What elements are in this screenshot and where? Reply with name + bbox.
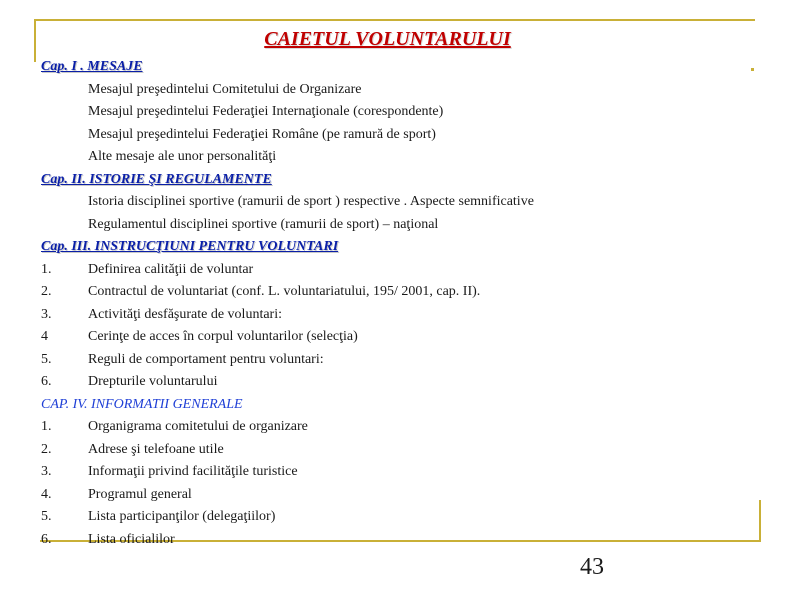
item-text: Mesajul preşedintelui Federaţiei Române (pe ramură de sport) (88, 126, 436, 142)
item-text: Mesajul preşedintelui Federaţiei Internaţionale (corespondente) (88, 104, 444, 119)
item-text: Contractul de voluntariat (conf. L. voluntariatului, 195/ 2001, cap. II). (88, 284, 481, 299)
chapter-heading: Cap. II. ISTORIE ŞI REGULAMENTE (41, 171, 272, 187)
item-text: Lista participanţilor (delegaţiilor) (88, 509, 276, 524)
page-number: 43 (580, 554, 604, 580)
item-text: Alte mesaje ale unor personalităţi (88, 149, 277, 164)
list-item (41, 124, 761, 147)
item-text: Programul general (88, 486, 192, 502)
item-number: 5. (41, 509, 52, 524)
list-item (41, 259, 761, 282)
list-item (41, 191, 761, 214)
item-text: Drepturile voluntarului (88, 374, 218, 389)
frame-top-line (34, 19, 755, 21)
item-number: 2. (41, 441, 52, 457)
item-text: Definirea calităţii de voluntar (88, 261, 254, 277)
item-text: Mesajul preşedintelui Comitetului de Organizare (88, 81, 362, 97)
item-text: Lista oficialilor (88, 531, 175, 547)
list-item (41, 461, 761, 484)
item-number: 4. (41, 486, 52, 502)
chapter-heading: Cap. I . MESAJE (41, 59, 143, 74)
chapter-heading: Cap. III. INSTRUCŢIUNI PENTRU VOLUNTARI (41, 239, 339, 254)
item-text: Cerinţe de acces în corpul voluntarilor (selecţia) (88, 329, 358, 344)
item-number: 3. (41, 306, 52, 322)
item-number: 5. (41, 351, 52, 367)
page-title: CAIETUL VOLUNTARULUI (264, 28, 511, 50)
list-item (41, 146, 761, 169)
list-item (41, 281, 761, 304)
list-item (41, 529, 761, 552)
list-item (41, 79, 761, 102)
chapter-heading: CAP. IV. INFORMATII GENERALE (41, 396, 243, 412)
item-number: 4 (41, 329, 48, 344)
item-number: 1. (41, 419, 52, 434)
chapter-list (41, 56, 761, 551)
item-text: Regulamentul disciplinei sportive (ramurii de sport) – naţional (88, 216, 439, 232)
list-item (41, 349, 761, 372)
item-text: Adrese şi telefoane utile (88, 441, 224, 457)
item-text: Organigrama comitetului de organizare (88, 419, 308, 434)
list-item (41, 326, 761, 349)
item-text: Istoria disciplinei sportive (ramurii de sport ) respective . Aspecte semnificative (88, 194, 534, 209)
list-item (41, 214, 761, 237)
item-text: Activităţi desfăşurate de voluntari: (88, 306, 282, 322)
item-number: 1. (41, 261, 52, 277)
list-item (41, 101, 761, 124)
list-item (41, 371, 761, 394)
item-number: 3. (41, 464, 52, 479)
item-number: 6. (41, 531, 52, 547)
item-text: Informaţii privind facilităţile turistice (88, 464, 298, 479)
item-text: Reguli de comportament pentru voluntari: (88, 351, 324, 367)
list-item (41, 506, 761, 529)
item-number: 2. (41, 284, 52, 299)
list-item (41, 484, 761, 507)
item-number: 6. (41, 374, 52, 389)
list-item (41, 304, 761, 327)
list-item (41, 439, 761, 462)
list-item (41, 416, 761, 439)
